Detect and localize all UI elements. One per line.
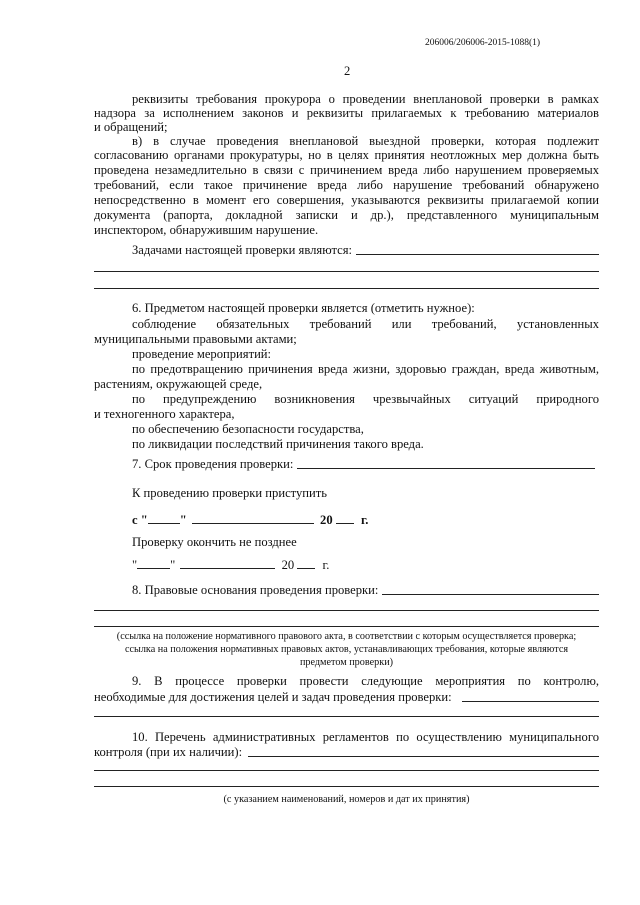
end-day-field[interactable] [137, 557, 170, 569]
text-line: проведена незамедлительно в связи с причинением вреда либо нарушением проверяемых [94, 163, 599, 177]
quote-mark: " [132, 558, 138, 572]
start-month-field[interactable] [192, 512, 314, 524]
measures-text: необходимые для достижения целей и задач проведения проверки: [94, 690, 452, 704]
text-line: надзора за исполнением законов и реквизиты прилагаемых к требованию материалов [94, 106, 599, 120]
quote-mark: " [179, 513, 187, 527]
legal-note: (ссылка на положение нормативного правового акта, в соответствии с которым осуществляется проверка; [116, 631, 577, 642]
text-line: и обращений; [94, 120, 168, 134]
measures-fill-line[interactable] [94, 716, 599, 717]
start-year-field[interactable] [336, 512, 354, 524]
text-line: проведение мероприятий: [132, 347, 272, 361]
text-line: согласованию органами прокуратуры, но в целях принятия неотложных мер должна быть [94, 148, 599, 162]
text-line: непосредственно в момент его совершения, указываются реквизиты прилагаемой копии [94, 193, 599, 207]
start-prefix: с " [132, 513, 148, 527]
text-line: по ликвидации последствий причинения такого вреда. [132, 437, 424, 451]
tasks-fill-line[interactable] [94, 271, 599, 272]
start-label: К проведению проверки приступить [132, 486, 328, 500]
text-line: по предотвращению причинения вреда жизни, здоровью граждан, вреда животным, [132, 362, 599, 376]
year-prefix: 20 [281, 558, 295, 572]
end-date-row [132, 557, 329, 573]
regulations-fill-line[interactable] [94, 770, 599, 771]
measures-fill-line[interactable] [462, 701, 599, 702]
document-id: 206006/206006-2015-1088(1) [425, 38, 541, 48]
term-fill-line[interactable] [297, 468, 595, 469]
legal-note: предметом проверки) [299, 657, 394, 668]
text-line: по обеспечению безопасности государства, [132, 422, 364, 436]
legal-fill-line[interactable] [94, 610, 599, 611]
text-line: растениям, окружающей среде, [94, 377, 263, 391]
regulations-note: (с указанием наименований, номеров и дат их принятия) [223, 794, 470, 805]
legal-fill-line[interactable] [94, 626, 599, 627]
text-line: соблюдение обязательных требований или требований, установленных [132, 317, 599, 331]
measures-text: 9. В процессе проверки провести следующие мероприятия по контролю, [132, 674, 599, 688]
legal-label: 8. Правовые основания проведения проверки: [132, 583, 379, 597]
tasks-fill-line[interactable] [356, 254, 599, 255]
regulations-fill-line[interactable] [248, 756, 599, 757]
end-label: Проверку окончить не позднее [132, 535, 297, 549]
text-line: муниципальными правовыми актами; [94, 332, 297, 346]
year-suffix: г. [322, 558, 330, 572]
legal-fill-line[interactable] [382, 594, 599, 595]
section-heading: 6. Предметом настоящей проверки является (отметить нужное): [132, 301, 475, 315]
quote-mark: " [170, 558, 176, 572]
regulations-fill-line[interactable] [94, 786, 599, 787]
text-line: и техногенного характера, [94, 407, 235, 421]
term-label: 7. Срок проведения проверки: [132, 457, 294, 471]
text-line: документа (рапорта, докладной записки и др.), представленного муниципальным [94, 208, 599, 222]
page-number: 2 [344, 64, 351, 78]
start-day-field[interactable] [148, 512, 180, 524]
regulations-text: контроля (при их наличии): [94, 745, 243, 759]
start-date-row [132, 512, 368, 528]
text-line: реквизиты требования прокурора о проведении внеплановой проверки в рамках [132, 92, 599, 106]
text-line: инспектором, обнаружившим нарушение. [94, 223, 319, 237]
text-line: по предупреждению возникновения чрезвычайных ситуаций природного [132, 392, 599, 406]
tasks-label: Задачами настоящей проверки являются: [132, 243, 352, 257]
end-month-field[interactable] [180, 557, 275, 569]
year-prefix: 20 [320, 513, 333, 527]
legal-note: ссылка на положения нормативных правовых актов, устанавливающих требования, которые являются [124, 644, 569, 655]
text-line: требований, если такое причинение вреда либо нарушение требований обнаружено [94, 178, 599, 192]
year-suffix: г. [360, 513, 369, 527]
tasks-fill-line[interactable] [94, 288, 599, 289]
text-line: в) в случае проведения внеплановой выездной проверки, которая подлежит [132, 134, 599, 148]
end-year-field[interactable] [297, 557, 315, 569]
regulations-text: 10. Перечень административных регламентов по осуществлению муниципального [132, 730, 599, 744]
